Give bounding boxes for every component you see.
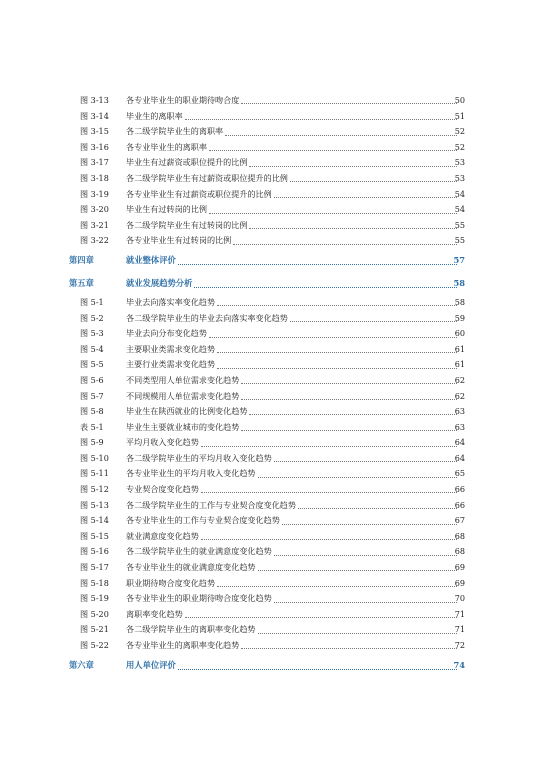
page-number: 74 — [453, 659, 465, 670]
dot-leader — [225, 135, 457, 136]
page-number: 54 — [454, 188, 465, 199]
entry-title: 毕业去向落实率变化趋势 — [126, 296, 216, 307]
page-number: 61 — [454, 343, 465, 354]
entry-label: 图 5-16 — [80, 546, 109, 557]
toc-figure-entry[interactable] — [0, 482, 543, 498]
entry-label: 图 5-17 — [80, 562, 109, 573]
entry-title: 毕业生有过薪资或职位提升的比例 — [126, 157, 248, 168]
entry-label: 图 3-13 — [80, 95, 109, 105]
page-number: 61 — [454, 359, 465, 370]
dot-leader — [258, 477, 457, 478]
entry-label: 图 3-17 — [80, 157, 109, 168]
page-number: 58 — [454, 296, 465, 307]
entry-label: 图 5-2 — [80, 312, 104, 323]
page-number: 64 — [454, 452, 465, 463]
toc-figure-entry[interactable] — [0, 93, 543, 109]
entry-title: 平均月收入变化趋势 — [126, 437, 199, 448]
entry-title: 各专业毕业生的离职率 — [126, 141, 207, 152]
entry-title: 主要行业类需求变化趋势 — [126, 359, 216, 370]
toc-chapter-entry[interactable] — [0, 272, 543, 295]
page-number: 50 — [454, 95, 465, 105]
page-number: 72 — [454, 640, 465, 650]
entry-label: 第五章 — [69, 277, 94, 288]
entry-label: 图 3-20 — [80, 204, 109, 215]
toc-figure-entry[interactable] — [0, 233, 543, 249]
dot-leader — [194, 287, 457, 288]
entry-title: 各专业毕业生的职业期待吻合度 — [126, 95, 240, 105]
toc-figure-entry[interactable] — [0, 171, 543, 187]
toc-figure-entry[interactable] — [0, 124, 543, 140]
entry-title: 各专业毕业生的就业满意度变化趋势 — [126, 562, 256, 573]
toc-figure-entry[interactable] — [0, 576, 543, 592]
dot-leader — [217, 352, 457, 353]
dot-leader — [258, 633, 457, 634]
dot-leader — [241, 648, 457, 649]
page-number: 63 — [454, 406, 465, 417]
dot-leader — [274, 602, 457, 603]
entry-title: 各专业毕业生的职业期待吻合度变化趋势 — [126, 593, 272, 604]
entry-label: 图 5-13 — [80, 499, 109, 510]
dot-leader — [201, 446, 457, 447]
toc-figure-entry[interactable] — [0, 607, 543, 623]
entry-label: 图 3-14 — [80, 110, 109, 121]
dot-leader — [217, 368, 457, 369]
entry-title: 毕业生主要就业城市的变化趋势 — [126, 421, 240, 432]
entry-label: 第四章 — [69, 254, 94, 265]
entry-label: 图 5-11 — [80, 468, 109, 479]
dot-leader — [249, 228, 457, 229]
entry-title: 毕业生的离职率 — [126, 110, 183, 121]
dot-leader — [209, 213, 457, 214]
page-number: 70 — [454, 593, 465, 604]
entry-label: 图 3-19 — [80, 188, 109, 199]
entry-title: 就业整体评价 — [126, 254, 176, 265]
dot-leader — [241, 399, 457, 400]
page-number: 62 — [454, 374, 465, 385]
entry-title: 各二级学院毕业生的离职率变化趋势 — [126, 624, 256, 635]
toc-figure-entry[interactable] — [0, 373, 543, 389]
toc-figure-entry[interactable] — [0, 420, 543, 436]
entry-title: 不同类型用人单位需求变化趋势 — [126, 374, 240, 385]
dot-leader — [217, 586, 457, 587]
entry-title: 各专业毕业生的工作与专业契合度变化趋势 — [126, 515, 280, 526]
entry-title: 毕业去向分布变化趋势 — [126, 328, 207, 339]
dot-leader — [274, 555, 457, 556]
toc-figure-entry[interactable] — [0, 560, 543, 576]
page-number: 55 — [454, 219, 465, 230]
toc-figure-entry[interactable] — [0, 187, 543, 203]
entry-label: 图 5-9 — [80, 437, 104, 448]
toc-figure-entry[interactable] — [0, 622, 543, 638]
toc-figure-entry[interactable] — [0, 435, 543, 451]
dot-leader — [201, 539, 457, 540]
entry-title: 各二级学院毕业生有过转岗的比例 — [126, 219, 248, 230]
entry-title: 各二级学院毕业生有过薪资或职位提升的比例 — [126, 172, 288, 183]
page-number: 53 — [454, 172, 465, 183]
toc-figure-entry[interactable] — [0, 218, 543, 234]
page-number: 59 — [454, 312, 465, 323]
entry-label: 图 5-10 — [80, 452, 109, 463]
entry-title: 不同规模用人单位需求变化趋势 — [126, 390, 240, 401]
entry-title: 职业期待吻合度变化趋势 — [126, 577, 216, 588]
entry-title: 毕业生在陕西就业的比例变化趋势 — [126, 406, 248, 417]
entry-label: 图 3-22 — [80, 235, 109, 246]
dot-leader — [241, 103, 457, 104]
entry-title: 主要职业类需求变化趋势 — [126, 343, 216, 354]
toc-figure-entry[interactable] — [0, 529, 543, 545]
toc-figure-entry[interactable] — [0, 311, 543, 327]
dot-leader — [241, 383, 457, 384]
entry-label: 图 5-4 — [80, 343, 104, 354]
entry-title: 各二级学院毕业生的平均月收入变化趋势 — [126, 452, 272, 463]
page-number: 66 — [454, 499, 465, 510]
toc-chapter-entry[interactable] — [0, 249, 543, 272]
entry-label: 图 5-1 — [80, 296, 104, 307]
entry-label: 图 5-18 — [80, 577, 109, 588]
dot-leader — [258, 570, 457, 571]
toc-figure-entry[interactable] — [0, 326, 543, 342]
entry-label: 表 5-1 — [80, 421, 104, 432]
page-number: 69 — [454, 562, 465, 573]
toc-figure-entry[interactable] — [0, 466, 543, 482]
dot-leader — [178, 669, 457, 670]
entry-label: 图 5-14 — [80, 515, 109, 526]
dot-leader — [241, 430, 457, 431]
entry-label: 图 3-21 — [80, 219, 109, 230]
page-number: 66 — [454, 484, 465, 495]
page-number: 67 — [454, 515, 465, 526]
toc-figure-entry[interactable] — [0, 544, 543, 560]
page-number: 54 — [454, 204, 465, 215]
entry-title: 各二级学院毕业生的就业满意度变化趋势 — [126, 546, 272, 557]
entry-label: 第六章 — [69, 659, 94, 670]
entry-label: 图 3-15 — [80, 126, 109, 137]
entry-title: 就业满意度变化趋势 — [126, 530, 199, 541]
page-number: 55 — [454, 235, 465, 246]
dot-leader — [249, 414, 457, 415]
entry-label: 图 5-19 — [80, 593, 109, 604]
dot-leader — [274, 461, 457, 462]
toc-chapter-entry[interactable] — [0, 654, 543, 677]
page-number: 68 — [454, 546, 465, 557]
page-number: 52 — [454, 126, 465, 137]
dot-leader — [233, 244, 457, 245]
entry-label: 图 5-5 — [80, 359, 104, 370]
entry-label: 图 5-12 — [80, 484, 109, 495]
page-number: 51 — [454, 110, 465, 121]
toc-figure-entry[interactable] — [0, 451, 543, 467]
toc-figure-entry[interactable] — [0, 357, 543, 373]
dot-leader — [178, 264, 457, 265]
entry-title: 毕业生有过转岗的比例 — [126, 204, 207, 215]
dot-leader — [298, 508, 457, 509]
toc-figure-entry[interactable] — [0, 389, 543, 405]
toc-figure-entry[interactable] — [0, 404, 543, 420]
toc-figure-entry[interactable] — [0, 109, 543, 125]
page-number: 65 — [454, 468, 465, 479]
dot-leader — [185, 617, 457, 618]
page-number: 53 — [454, 157, 465, 168]
page-number: 68 — [454, 530, 465, 541]
entry-label: 图 5-15 — [80, 530, 109, 541]
toc-figure-entry[interactable] — [0, 342, 543, 358]
dot-leader — [290, 181, 457, 182]
page-number: 63 — [454, 421, 465, 432]
dot-leader — [201, 492, 457, 493]
entry-label: 图 5-20 — [80, 608, 109, 619]
entry-title: 各专业毕业生的平均月收入变化趋势 — [126, 468, 256, 479]
entry-label: 图 3-16 — [80, 141, 109, 152]
toc-figure-entry[interactable] — [0, 140, 543, 156]
page-number: 69 — [454, 577, 465, 588]
entry-title: 各专业毕业生有过薪资或职位提升的比例 — [126, 188, 272, 199]
dot-leader — [217, 305, 457, 306]
toc-figure-entry[interactable] — [0, 591, 543, 607]
page-number: 58 — [453, 277, 465, 288]
entry-label: 图 5-22 — [80, 640, 109, 650]
entry-title: 各二级学院毕业生的毕业去向落实率变化趋势 — [126, 312, 288, 323]
entry-title: 就业发展趋势分析 — [126, 277, 193, 288]
page-number: 71 — [454, 624, 465, 635]
dot-leader — [209, 337, 457, 338]
entry-label: 图 5-7 — [80, 390, 104, 401]
toc-figure-entry[interactable] — [0, 295, 543, 311]
dot-leader — [274, 197, 457, 198]
entry-title: 专业契合度变化趋势 — [126, 484, 199, 495]
entry-label: 图 5-21 — [80, 624, 109, 635]
toc-figure-entry[interactable] — [0, 498, 543, 514]
entry-label: 图 5-6 — [80, 374, 104, 385]
entry-title: 各二级学院毕业生的离职率 — [126, 126, 224, 137]
toc-figure-entry[interactable] — [0, 638, 543, 654]
page-number: 52 — [454, 141, 465, 152]
entry-label: 图 5-8 — [80, 406, 104, 417]
page-number: 64 — [454, 437, 465, 448]
dot-leader — [209, 150, 457, 151]
entry-label: 图 5-3 — [80, 328, 104, 339]
entry-title: 用人单位评价 — [126, 659, 176, 670]
page-number: 71 — [454, 608, 465, 619]
entry-title: 离职率变化趋势 — [126, 608, 183, 619]
entry-title: 各二级学院毕业生的工作与专业契合度变化趋势 — [126, 499, 296, 510]
entry-label: 图 3-18 — [80, 172, 109, 183]
toc-figure-entry[interactable] — [0, 202, 543, 218]
dot-leader — [185, 119, 457, 120]
toc-figure-entry[interactable] — [0, 513, 543, 529]
dot-leader — [282, 524, 457, 525]
page-number: 60 — [454, 328, 465, 339]
table-of-contents — [0, 93, 543, 677]
dot-leader — [290, 321, 457, 322]
page-number: 62 — [454, 390, 465, 401]
entry-title: 各专业毕业生有过转岗的比例 — [126, 235, 232, 246]
toc-figure-entry[interactable] — [0, 155, 543, 171]
entry-title: 各专业毕业生的离职率变化趋势 — [126, 640, 240, 650]
page-number: 57 — [453, 254, 465, 265]
dot-leader — [249, 166, 457, 167]
